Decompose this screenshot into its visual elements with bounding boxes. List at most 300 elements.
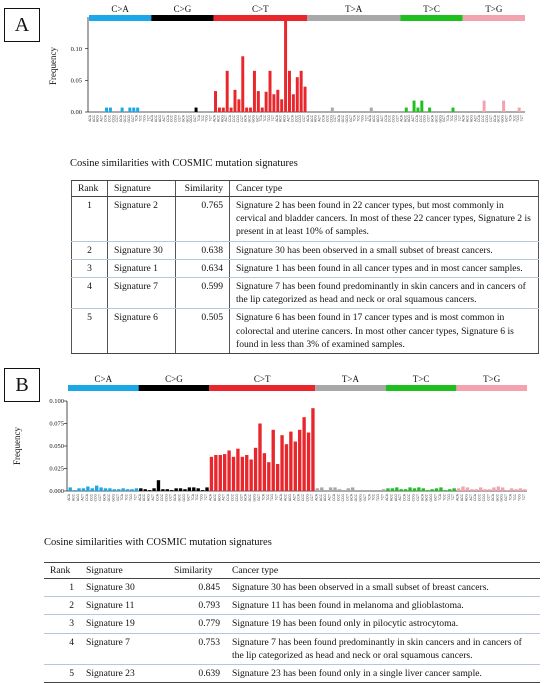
x-tick-label: TCA	[190, 494, 195, 501]
bar-ctot-3	[226, 71, 229, 112]
bar-ttoa-7	[347, 488, 350, 491]
x-tick-label: CCA	[228, 115, 233, 122]
bar-ctot-15	[272, 94, 275, 112]
x-tick-label: ACT	[161, 115, 166, 122]
x-tick-label: TCC	[138, 115, 143, 122]
bar-ctog-8	[174, 488, 177, 491]
x-tick-label: GCG	[189, 115, 194, 123]
rank-cell: 3	[72, 259, 108, 277]
x-tick-label: ACC	[71, 494, 76, 501]
bar-ttoa-8	[351, 487, 354, 491]
group-label: C>G	[165, 374, 183, 384]
cancer-type-cell: Signature 7 has been found predominantly in skin cancers and in cancers of the lip categorized as head and neck or oral squamous cancers.	[230, 278, 539, 309]
x-tick-label: CCA	[84, 494, 89, 501]
bar-ttoa-3	[329, 487, 332, 491]
y-tick-label: 0.050	[49, 443, 64, 451]
x-tick-label: TCT	[451, 494, 456, 501]
bar-ttog-8	[492, 487, 495, 491]
bar-ctot-18	[284, 20, 287, 112]
bar-ttog-3	[470, 489, 473, 491]
x-tick-label: GCA	[102, 494, 107, 502]
bar-ctot-2	[219, 455, 222, 491]
col-header-signature: Signature	[108, 181, 176, 197]
y-tick-label: 0.05	[70, 77, 82, 85]
group-label: T>G	[485, 4, 503, 14]
x-tick-label: GCA	[430, 115, 435, 123]
x-tick-label: TCA	[261, 494, 266, 501]
similarity-cell: 0.753	[168, 633, 226, 664]
bar-ctot-10	[253, 71, 256, 112]
col-header-rank: Rank	[72, 181, 108, 197]
panel-label-b: B	[4, 368, 40, 402]
bar-ctoa-11	[132, 108, 135, 112]
bar-ctoa-12	[121, 488, 124, 491]
x-tick-label: CCC	[336, 494, 341, 502]
signature-cell: Signature 30	[108, 241, 176, 259]
rank-cell: 2	[44, 597, 80, 615]
x-tick-label: GCA	[173, 494, 178, 502]
x-tick-label: TCT	[457, 115, 462, 122]
bar-ctog-11	[195, 108, 198, 112]
table-row	[72, 259, 539, 277]
bar-ctog-13	[197, 488, 200, 491]
bar-ctoa-3	[82, 488, 85, 491]
bar-ctot-19	[294, 442, 297, 492]
x-tick-label: GCG	[500, 115, 505, 123]
x-tick-label: TCC	[512, 115, 517, 122]
bar-ctoa-4	[86, 487, 89, 492]
bar-ctog-6	[166, 489, 169, 491]
bar-ctog-15	[205, 487, 208, 491]
bar-ctot-5	[232, 457, 235, 491]
similarity-cell: 0.638	[176, 241, 230, 259]
bar-ctot-16	[280, 435, 283, 491]
bar-ttog-9	[497, 487, 500, 492]
x-tick-label: ACA	[67, 494, 72, 501]
bar-ctoa-9	[108, 488, 111, 491]
bar-ctog-9	[179, 488, 182, 491]
x-tick-label: GCT	[130, 115, 135, 122]
x-tick-label: GCT	[504, 493, 509, 501]
bar-ttoc-1	[391, 488, 394, 491]
bar-ctog-12	[192, 487, 195, 491]
bar-ttoc-5	[408, 487, 411, 491]
x-tick-label: CCG	[173, 115, 178, 123]
x-tick-label: ACG	[217, 494, 222, 502]
signature-cell: Signature 1	[108, 259, 176, 277]
bar-ctot-3	[223, 454, 226, 491]
bar-ctoa-13	[126, 489, 129, 491]
x-tick-label: ACC	[216, 115, 221, 122]
group-label: T>A	[345, 4, 363, 14]
bar-ctog-11	[188, 487, 191, 491]
x-tick-label: ACT	[379, 115, 384, 122]
x-tick-label: ACC	[154, 115, 159, 122]
signature-cell: Signature 6	[108, 309, 176, 354]
bar-ttog-13	[514, 489, 517, 491]
similarity-cell: 0.765	[176, 197, 230, 242]
x-tick-label: GCC	[185, 115, 190, 123]
x-tick-label: ACG	[220, 115, 225, 123]
x-tick-label: ACT	[327, 494, 332, 501]
x-tick-label: TCA	[259, 115, 264, 122]
x-tick-label: TCC	[124, 494, 129, 501]
cancer-type-cell: Signature 30 has been observed in a small subset of breast cancers.	[230, 241, 539, 259]
bar-ctoa-8	[121, 108, 124, 112]
bar-ttog-14	[518, 108, 521, 112]
bar-ctot-23	[304, 87, 307, 112]
x-tick-label: CCA	[402, 494, 407, 501]
bar-ctot-7	[241, 457, 244, 491]
bar-ctot-15	[276, 464, 279, 491]
x-tick-label: CCG	[305, 494, 310, 502]
group-color-strip-ttoa	[315, 385, 386, 391]
x-tick-label: CCT	[415, 494, 420, 501]
x-tick-label: CCT	[309, 494, 314, 501]
bar-ctog-1	[144, 489, 147, 491]
x-tick-label: ACG	[313, 115, 318, 123]
x-tick-label: CCG	[111, 115, 116, 123]
x-tick-label: TCA	[120, 494, 125, 501]
bar-ctot-4	[227, 451, 230, 492]
x-tick-label: GCG	[499, 494, 504, 502]
x-tick-label: ACC	[318, 494, 323, 501]
bar-ctog-3	[152, 488, 155, 491]
x-tick-label: CCA	[155, 494, 160, 501]
rank-cell: 5	[44, 665, 80, 683]
group-label: C>A	[111, 4, 129, 14]
bar-ttoc-8	[422, 488, 425, 491]
similarity-cell: 0.845	[168, 579, 226, 597]
signature-cell: Signature 7	[108, 278, 176, 309]
x-tick-label: TCC	[200, 115, 205, 122]
x-tick-label: GCC	[340, 115, 345, 123]
bar-ttoc-4	[416, 108, 419, 112]
x-tick-label: GCC	[177, 494, 182, 502]
x-tick-label: CCA	[290, 115, 295, 122]
bar-ttoc-0	[386, 488, 389, 491]
col-header-similarity: Similarity	[176, 181, 230, 197]
bar-ttoc-7	[428, 108, 431, 112]
y-tick-label: 0.000	[49, 488, 64, 496]
bar-ctot-6	[236, 449, 239, 491]
bar-ctoa-8	[104, 488, 107, 491]
x-tick-label: ACG	[158, 115, 163, 123]
rank-cell: 3	[44, 615, 80, 633]
bar-ctot-17	[285, 444, 288, 491]
x-tick-label: ACA	[137, 494, 142, 501]
x-tick-label: GCT	[442, 115, 447, 122]
x-tick-label: ACA	[87, 115, 92, 122]
bar-ctot-0	[210, 457, 213, 491]
x-tick-label: ACG	[407, 115, 412, 123]
bar-ttog-12	[510, 488, 513, 491]
bar-ttoc-3	[413, 101, 416, 112]
x-tick-label: CCT	[239, 494, 244, 501]
x-tick-label: CCC	[477, 494, 482, 502]
bar-ctot-22	[300, 71, 303, 112]
table-row	[44, 615, 540, 633]
x-tick-label: ACG	[95, 115, 100, 123]
x-tick-label: ACT	[221, 494, 226, 501]
x-tick-label: TCC	[356, 115, 361, 122]
signature-cell: Signature 30	[80, 579, 168, 597]
x-tick-label: ACA	[368, 115, 373, 122]
mutation-spectrum-chart-a	[0, 4, 550, 146]
bar-ctot-8	[245, 108, 248, 112]
x-tick-label: TCG	[376, 494, 381, 501]
group-label: T>G	[483, 374, 501, 384]
bar-ttoc-6	[413, 488, 416, 491]
x-tick-label: CCG	[422, 115, 427, 123]
bar-ctoa-4	[105, 108, 108, 112]
x-tick-label: CCG	[298, 115, 303, 123]
x-tick-label: TCG	[204, 115, 209, 122]
x-tick-label: TCC	[449, 115, 454, 122]
y-tick-label: 0.00	[70, 109, 82, 117]
signature-table-a	[71, 180, 539, 354]
x-tick-label: GCG	[111, 494, 116, 502]
x-tick-label: GCG	[252, 494, 257, 502]
table-row	[44, 597, 540, 615]
x-tick-label: ACC	[372, 115, 377, 122]
bar-ttog-6	[483, 489, 486, 491]
x-tick-label: ACA	[212, 115, 217, 122]
x-tick-label: ACA	[455, 494, 460, 501]
x-tick-label: GCT	[362, 494, 367, 501]
bar-ctot-9	[249, 108, 252, 112]
bar-ttog-2	[466, 487, 469, 491]
x-tick-label: ACT	[398, 494, 403, 501]
table-row	[72, 278, 539, 309]
bar-ctot-20	[292, 94, 295, 112]
x-tick-label: GCG	[251, 114, 256, 123]
bar-ttoc-7	[417, 487, 420, 491]
bar-ttog-14	[519, 488, 522, 491]
x-tick-label: TCT	[364, 115, 369, 122]
bar-ctot-13	[267, 462, 270, 491]
x-tick-label: GCT	[348, 115, 353, 122]
x-tick-label: GCC	[434, 115, 439, 123]
bar-ctot-11	[258, 424, 261, 492]
x-tick-label: CCT	[302, 115, 307, 122]
x-tick-label: ACT	[224, 115, 229, 122]
x-tick-label: CCG	[234, 494, 239, 502]
bar-ttoc-1	[405, 108, 408, 112]
x-tick-label: CCC	[407, 494, 412, 502]
x-tick-label: TCA	[437, 494, 442, 501]
x-tick-label: ACG	[469, 115, 474, 123]
x-tick-label: CCG	[391, 115, 396, 123]
x-tick-label: CCA	[473, 494, 478, 501]
y-tick-label: 0.075	[49, 420, 64, 428]
bar-ttoc-4	[404, 489, 407, 491]
x-tick-label: ACC	[278, 115, 283, 122]
x-tick-label: GCC	[424, 494, 429, 502]
x-tick-label: CCT	[168, 494, 173, 501]
section-title-b: Cosine similarities with COSMIC mutation signatures	[44, 537, 272, 548]
x-tick-label: CCT	[345, 494, 350, 501]
cancer-type-cell: Signature 11 has been found in melanoma and glioblastoma.	[226, 597, 540, 615]
x-tick-label: TCA	[196, 115, 201, 122]
x-tick-label: TCC	[195, 494, 200, 501]
x-tick-label: CCT	[177, 115, 182, 122]
x-tick-label: GCA	[349, 494, 354, 502]
x-tick-label: TCG	[446, 494, 451, 501]
x-tick-label: CCC	[481, 115, 486, 123]
x-tick-label: ACT	[80, 494, 85, 501]
x-tick-label: CCG	[93, 494, 98, 502]
rank-cell: 1	[72, 197, 108, 242]
bar-ctot-11	[257, 91, 260, 112]
bar-ttoc-14	[448, 489, 451, 491]
x-tick-label: ACC	[465, 115, 470, 122]
x-tick-label: TCA	[134, 115, 139, 122]
x-tick-label: GCA	[492, 115, 497, 123]
x-tick-label: TCG	[517, 494, 522, 501]
x-tick-label: GCT	[193, 115, 198, 122]
group-color-strip-ctog	[151, 15, 213, 21]
x-tick-label: ACT	[468, 494, 473, 501]
x-tick-label: GCA	[243, 115, 248, 123]
x-tick-label: GCC	[354, 494, 359, 502]
y-tick-label: 0.100	[49, 398, 64, 406]
x-tick-label: CCG	[485, 115, 490, 123]
x-tick-label: GCA	[243, 494, 248, 502]
x-tick-label: ACA	[150, 115, 155, 122]
x-tick-label: TCG	[128, 494, 133, 501]
cancer-type-cell: Signature 23 has been found only in a single liver cancer sample.	[226, 665, 540, 683]
x-tick-label: GCT	[186, 494, 191, 501]
x-tick-label: ACT	[317, 115, 322, 122]
bar-ctog-14	[201, 490, 204, 491]
x-tick-label: ACC	[283, 494, 288, 501]
x-tick-label: ACA	[461, 115, 466, 122]
x-tick-label: GCC	[496, 115, 501, 123]
x-tick-label: ACG	[393, 494, 398, 502]
col-header-rank: Rank	[44, 563, 80, 579]
bar-ctot-19	[288, 71, 291, 112]
x-tick-label: CCG	[411, 494, 416, 502]
bar-ctot-2	[222, 108, 225, 112]
x-tick-label: ACA	[305, 115, 310, 122]
x-tick-label: CCA	[332, 494, 337, 501]
x-tick-label: CCA	[414, 115, 419, 122]
x-tick-label: TCG	[516, 115, 521, 122]
x-tick-label: TCA	[446, 115, 451, 122]
x-tick-label: ACC	[309, 115, 314, 122]
group-label: C>G	[173, 4, 192, 14]
bar-ctog-7	[170, 490, 173, 491]
x-tick-label: GCT	[433, 494, 438, 501]
x-tick-label: TCC	[265, 494, 270, 501]
mutation-spectrum-chart-b	[0, 370, 550, 520]
bar-ttog-5	[483, 101, 486, 112]
rank-cell: 1	[44, 579, 80, 597]
x-tick-label: ACT	[99, 115, 104, 122]
bar-ctoa-7	[99, 487, 102, 491]
x-tick-label: GCG	[344, 115, 349, 123]
group-color-strip-ctot	[214, 15, 307, 21]
x-tick-label: ACG	[76, 494, 81, 502]
bar-ttog-10	[502, 101, 505, 112]
x-tick-label: ACA	[208, 494, 213, 501]
x-tick-label: CCT	[239, 115, 244, 122]
bar-ctoa-10	[128, 108, 131, 112]
x-tick-label: ACT	[151, 494, 156, 501]
x-tick-label: GCG	[126, 115, 131, 123]
x-tick-label: CCG	[340, 494, 345, 502]
x-tick-label: ACC	[403, 115, 408, 122]
rank-cell: 4	[72, 278, 108, 309]
group-label: T>C	[423, 4, 440, 14]
signature-cell: Signature 7	[80, 633, 168, 664]
x-tick-label: ACA	[399, 115, 404, 122]
bar-ctot-16	[276, 90, 279, 112]
x-tick-label: ACC	[212, 494, 217, 501]
bar-ctot-1	[214, 455, 217, 491]
cancer-type-cell: Signature 6 has been found in 17 cancer types and is most common in colorectal and uterine cancers. In most other cancer types, Signature 6 is found in less than 3% of examined samples.	[230, 309, 539, 354]
x-tick-label: CCC	[89, 494, 94, 502]
rank-cell: 5	[72, 309, 108, 354]
x-tick-label: CCC	[387, 115, 392, 123]
x-tick-label: ACA	[384, 494, 389, 501]
bar-ttog-11	[505, 490, 508, 491]
bar-ctot-0	[214, 91, 217, 112]
x-tick-label: TCG	[453, 115, 458, 122]
bar-ctot-20	[298, 430, 301, 491]
group-color-strip-ctot	[209, 385, 315, 391]
bar-ctot-21	[296, 77, 299, 112]
x-tick-label: CCT	[115, 115, 120, 122]
x-tick-label: TCC	[263, 115, 268, 122]
bar-ttoa-5	[338, 489, 341, 491]
group-color-strip-ctoa	[89, 15, 151, 21]
y-axis-label: Frequency	[12, 427, 22, 465]
group-color-strip-ctog	[139, 385, 210, 391]
x-tick-label: CCT	[333, 115, 338, 122]
group-color-strip-ttoa	[307, 15, 400, 21]
x-tick-label: CCC	[325, 115, 330, 123]
similarity-cell: 0.505	[176, 309, 230, 354]
bar-ctoa-5	[109, 108, 112, 112]
bar-ctoa-5	[91, 488, 94, 491]
bar-ctot-1	[218, 108, 221, 112]
x-tick-label: CCG	[164, 494, 169, 502]
bar-ttoc-5	[420, 101, 423, 112]
bar-ttoc-13	[452, 108, 455, 112]
bar-ctot-14	[272, 430, 275, 491]
x-tick-label: TCG	[267, 115, 272, 122]
x-tick-label: GCC	[106, 494, 111, 502]
bar-ttoc-10	[430, 489, 433, 491]
x-tick-label: ACC	[460, 494, 465, 501]
x-tick-label: CCC	[294, 115, 299, 123]
bar-ttog-15	[523, 489, 526, 491]
x-tick-label: ACA	[314, 494, 319, 501]
similarity-cell: 0.634	[176, 259, 230, 277]
bar-ctot-7	[241, 56, 244, 112]
x-tick-label: ACG	[464, 494, 469, 502]
bar-ctot-17	[280, 99, 283, 112]
x-tick-label: ACA	[279, 494, 284, 501]
x-tick-label: CCC	[107, 115, 112, 123]
x-tick-label: GCA	[420, 494, 425, 502]
table-row	[72, 309, 539, 354]
x-tick-label: TCA	[508, 493, 513, 501]
bar-ctoa-1	[73, 490, 76, 491]
x-tick-label: GCC	[495, 494, 500, 502]
